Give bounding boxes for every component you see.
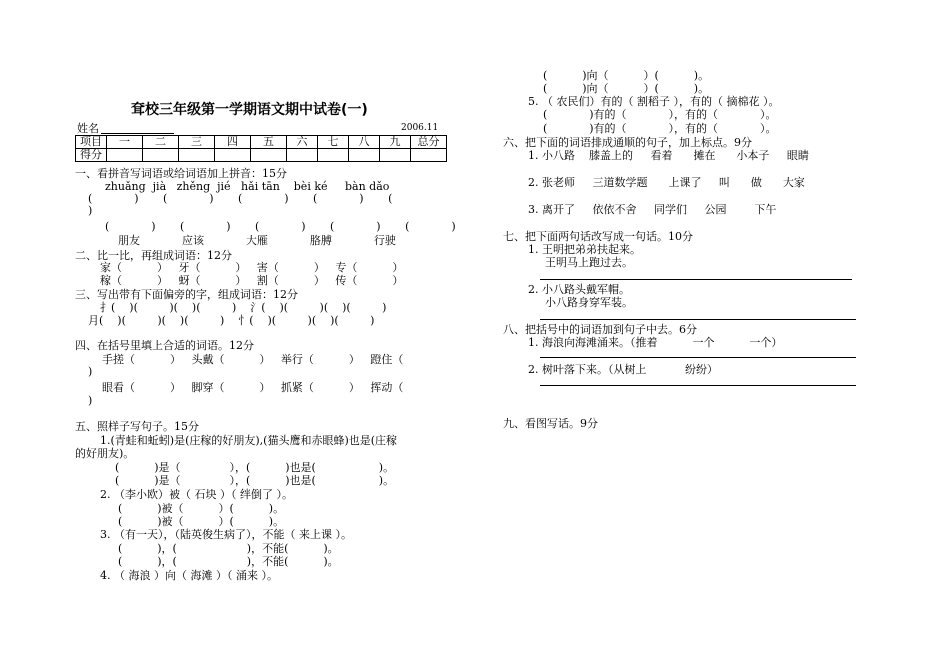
score-cell[interactable] [380, 149, 411, 162]
question-line: 八、把括号中的词语加到句子中去。6分 [503, 323, 697, 336]
exam-date: 2006.11 [401, 123, 439, 133]
score-cell[interactable] [143, 149, 179, 162]
score-cell[interactable] [349, 149, 380, 162]
question-line: 七、把下面两句话改写成一句话。10分 [503, 230, 693, 243]
answer-line [540, 319, 856, 320]
question-line: 2. 树叶落下来。（从树上 纷纷） [528, 363, 718, 376]
score-cell[interactable] [251, 149, 287, 162]
question-line: 月( )( )( )( ) 忄( )( )( )( ) [88, 314, 375, 327]
answer-line [540, 385, 856, 386]
score-header-cell: 二 [143, 136, 179, 149]
score-header-row [76, 136, 447, 149]
question-line: ( )，( )，不能( )。 [118, 542, 339, 555]
score-cell[interactable] [179, 149, 215, 162]
question-line: 的好朋友)。 [75, 447, 135, 460]
score-table [75, 135, 447, 162]
question-line: ( )向（ ）( )。 [543, 69, 710, 82]
question-line: 小八路身穿军装。 [545, 296, 633, 309]
score-value-row [76, 149, 447, 162]
score-cell[interactable] [318, 149, 349, 162]
question-line: 2. （李小欧）被（ 石块 ）（ 绊倒了 ）。 [100, 488, 293, 501]
answer-line [540, 279, 852, 280]
question-line: ( )是（ ），( )也是( )。 [115, 474, 395, 487]
question-line: 4. （ 海浪 ）向（ 海滩 ）（ 涌来 ）。 [100, 569, 278, 582]
score-header-cell: 四 [215, 136, 251, 149]
question-line: ( )向（ ）( )。 [543, 82, 710, 95]
question-line: 5. （ 农民们）有的（ 割稻子 ），有的（ 摘棉花 ）。 [528, 95, 780, 108]
question-line: ( )有的（ ），有的（ ）。 [543, 108, 777, 121]
question-line: ( )有的（ ），有的（ ）。 [543, 122, 777, 135]
question-line: 二、比一比，再组成词语：12分 [75, 249, 232, 262]
question-line: 2. 小八路头戴军帽。 [528, 283, 630, 296]
question-line: ( )是（ ），( )也是( )。 [115, 461, 395, 474]
question-line: 1. 小八路 膝盖上的 看着 摊在 小本子 眼睛 [528, 149, 809, 162]
page-title: 耷校三年级第一学期语文期中试卷(一) [131, 102, 368, 118]
question-line: ( ) ( ) ( ) ( ) ( [88, 192, 393, 205]
question-line: 三、写出带有下面偏旁的字，组成词语：12分 [75, 288, 298, 301]
question-line: ( )被（ ）( )。 [118, 502, 285, 515]
question-line: 3. 离开了 依依不舍 同学们 公园 下午 [528, 203, 777, 216]
name-underline [101, 133, 174, 134]
question-line: 家（ ） 牙（ ） 害（ ） 专（ ） [100, 261, 404, 274]
question-line: 1.(青蛙和蚯蚓)是(庄稼的好朋友),(猫头鹰和赤眼蜂)也是(庄稼 [100, 434, 398, 447]
score-header-cell: 项目 [76, 136, 107, 149]
score-header-cell: 总分 [411, 136, 447, 149]
question-line: 手搓（ ） 头戴（ ） 举行（ ） 蹬住（ [102, 353, 404, 366]
question-line: 王明马上跑过去。 [545, 256, 633, 269]
answer-line [540, 357, 856, 358]
question-line: ) [88, 204, 93, 217]
question-line: ( ) ( ) ( ) ( ) ( ) [105, 220, 456, 233]
score-cell[interactable] [287, 149, 318, 162]
question-line: zhuǎng jià zhěng jié hǎi tān bèi ké bàn dǎo [105, 180, 390, 193]
score-cell[interactable] [107, 149, 143, 162]
question-line: 眼看（ ） 脚穿（ ） 抓紧（ ） 挥动（ [102, 381, 404, 394]
question-line: ( )被（ ）( )。 [118, 515, 285, 528]
score-header-cell: 九 [380, 136, 411, 149]
score-header-cell: 一 [107, 136, 143, 149]
name-label: 姓名 [77, 122, 99, 135]
question-line: 九、看图写话。9分 [503, 417, 598, 430]
score-header-cell: 七 [318, 136, 349, 149]
score-cell[interactable] [411, 149, 447, 162]
score-cell[interactable] [215, 149, 251, 162]
question-line: 六、把下面的词语排成通顺的句子，加上标点。9分 [503, 136, 752, 149]
question-line: 2. 张老师 三道数学题 上课了 叫 做 大家 [528, 176, 805, 189]
question-line: 五、照样子写句子。15分 [75, 420, 199, 433]
question-line: 一、看拼音写词语或给词语加上拼音：15分 [75, 167, 287, 180]
question-line: 1. 王明把弟弟扶起来。 [528, 243, 641, 256]
question-line: 1. 海浪向海滩涌来。（推着 一个 一个） [528, 336, 783, 349]
question-line: ) [88, 365, 93, 378]
question-line: 稼（ ） 蚜（ ） 割（ ） 传（ ） [100, 274, 404, 287]
score-header-cell: 五 [251, 136, 287, 149]
score-header-cell: 八 [349, 136, 380, 149]
question-line: 四、在括号里填上合适的词语。12分 [75, 339, 254, 352]
question-line: ( )，( )，不能( )。 [118, 555, 339, 568]
question-line: 朋友 应该 大雁 胳膊 行驶 [118, 234, 396, 247]
score-row-label: 得分 [76, 149, 107, 162]
question-line: ) [88, 394, 93, 407]
question-line: 3. （有一天），（陆英俊生病了），不能（ 来上课 ）。 [100, 528, 352, 541]
score-header-cell: 三 [179, 136, 215, 149]
score-header-cell: 六 [287, 136, 318, 149]
question-line: 扌( )( )( )( ) 氵( )( )( )( ) [100, 301, 387, 314]
